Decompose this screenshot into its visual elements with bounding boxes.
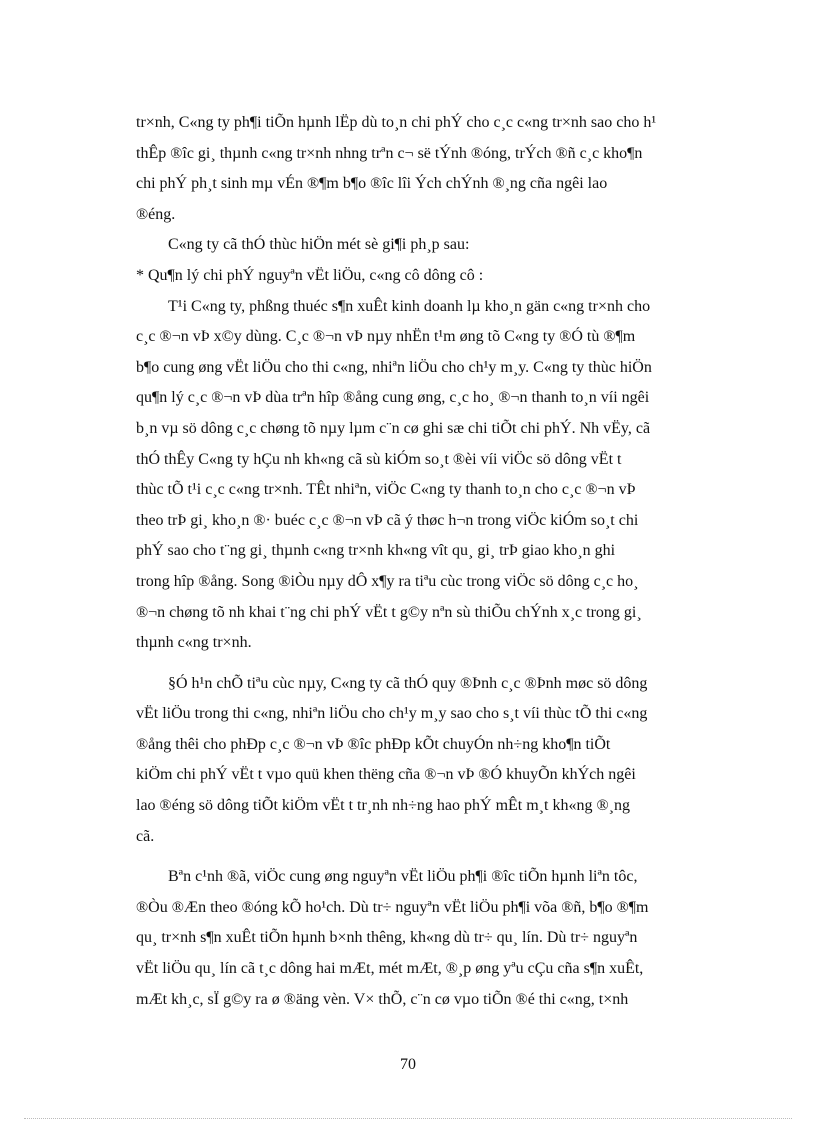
paragraph-norms — [136, 669, 740, 853]
text-line: vËt liÖu trong thi c«ng, nhiªn liÖu cho ch¹y m¸y sao cho s¸t víi thùc tÕ thi c«ng — [136, 705, 648, 723]
text-line: thùc tÕ t¹i c¸c c«ng tr×nh. TÊt nhiªn, viÖc C«ng ty thanh to¸n cho c¸c ®¬n vÞ — [136, 481, 636, 499]
text-line: thµnh c«ng tr×nh. — [136, 634, 252, 652]
text-line: tr×nh, C«ng ty ph¶i tiÕn hµnh lËp dù to¸n chi phÝ cho c¸c c«ng tr×nh sao cho h¹ — [136, 114, 657, 131]
paragraph-gap — [136, 852, 740, 862]
paragraph-supply — [136, 862, 740, 1015]
text-line: trong hîp ®ång. Song ®iÒu nµy dÔ x¶y ra tiªu cùc trong viÖc sö dông c¸c ho¸ — [136, 572, 639, 590]
text-line: phÝ sao cho t¨ng gi¸ thµnh c«ng tr×nh kh«ng vît qu¸ gi¸ trÞ giao kho¸n ghi — [136, 542, 616, 560]
text-line: b¸n vµ sö dông c¸c chøng tõ nµy lµm c¨n cø ghi sæ chi tiÕt chi phÝ. Nh vËy, cã — [136, 419, 651, 437]
text-line: mÆt kh¸c, sÏ g©y ra ø ®äng vèn. V× thÕ, c¨n cø vµo tiÕn ®é thi c«ng, t×nh — [136, 990, 629, 1008]
text-line: thÓ thÊy C«ng ty hÇu nh kh«ng cã sù kiÓm so¸t ®èi víi viÖc sö dông vËt t — [136, 450, 622, 468]
text-line: Bªn c¹nh ®ã, viÖc cung øng nguyªn vËt liÖu ph¶i ®îc tiÕn hµnh liªn tôc, — [168, 868, 638, 886]
text-line: c¸c ®¬n vÞ x©y dùng. C¸c ®¬n vÞ nµy nhËn t¹m øng tõ C«ng ty ®Ó tù ®¶m — [136, 328, 636, 346]
page-bottom-divider — [24, 1118, 792, 1119]
document-page — [136, 108, 740, 1015]
section-heading-materials — [136, 261, 740, 292]
text-line: vËt liÖu qu¸ lín cã t¸c dông hai mÆt, mét mÆt, ®¸p øng yªu cÇu cña s¶n xuÊt, — [136, 960, 644, 978]
text-line: theo trÞ gi¸ kho¸n ®· buéc c¸c ®¬n vÞ cã ý thøc h¬n trong viÖc kiÓm so¸t chi — [136, 511, 639, 529]
paragraph-cost-estimate — [136, 108, 740, 230]
text-line: ®Òu ®Æn theo ®óng kÕ ho¹ch. Dù tr÷ nguyªn vËt liÖu ph¶i võa ®ñ, b¶o ®¶m — [136, 898, 649, 916]
text-line: cã. — [136, 827, 155, 845]
page-number: 70 — [400, 1056, 416, 1073]
text-line: qu¸ tr×nh s¶n xuÊt tiÕn hµnh b×nh thêng, kh«ng dù tr÷ qu¸ lín. Dù tr÷ nguyªn — [136, 929, 638, 947]
text-line: qu¶n lý c¸c ®¬n vÞ dùa trªn hîp ®ång cung øng, c¸c ho¸ ®¬n thanh to¸n víi ngêi — [136, 389, 650, 407]
text-line: ®¬n chøng tõ nh khai t¨ng chi phÝ vËt t g©y nªn sù thiÕu chÝnh x¸c trong gi¸ — [136, 603, 642, 621]
text-line: §Ó h¹n chÕ tiªu cùc nµy, C«ng ty cã thÓ quy ®Þnh c¸c ®Þnh møc sö dông — [168, 674, 648, 692]
text-line: lao ®éng sö dông tiÕt kiÖm vËt t tr¸nh nh÷ng hao phÝ mÊt m¸t kh«ng ®¸ng — [136, 797, 630, 815]
paragraph-gap — [136, 659, 740, 669]
text-line: C«ng ty cã thÓ thùc hiÖn mét sè gi¶i ph¸p sau: — [168, 236, 470, 254]
paragraph-material-management — [136, 292, 740, 659]
paragraph-solutions-intro — [136, 230, 740, 261]
text-line: chi phÝ ph¸t sinh mµ vÉn ®¶m b¶o ®îc lîi Ých chÝnh ®¸ng cña ngêi lao — [136, 175, 608, 193]
text-line: ®ång thêi cho phÐp c¸c ®¬n vÞ ®îc phÐp kÕt chuyÓn nh÷ng kho¶n tiÕt — [136, 735, 611, 753]
text-line: * Qu¶n lý chi phÝ nguyªn vËt liÖu, c«ng cô dông cô : — [136, 266, 484, 284]
text-line: kiÖm chi phÝ vËt t vµo quü khen thëng cña ®¬n vÞ ®Ó khuyÕn khÝch ngêi — [136, 766, 636, 784]
text-line: T¹i C«ng ty, phßng thuéc s¶n xuÊt kinh doanh lµ kho¸n gän c«ng tr×nh cho — [168, 297, 651, 315]
text-line: b¶o cung øng vËt liÖu cho thi c«ng, nhiªn liÖu cho ch¹y m¸y. C«ng ty thùc hiÖn — [136, 358, 652, 376]
text-line: ®éng. — [136, 205, 176, 223]
text-line: thÊp ®îc gi¸ thµnh c«ng tr×nh nhng trªn c¬ së tÝnh ®óng, trÝch ®ñ c¸c kho¶n — [136, 144, 643, 162]
